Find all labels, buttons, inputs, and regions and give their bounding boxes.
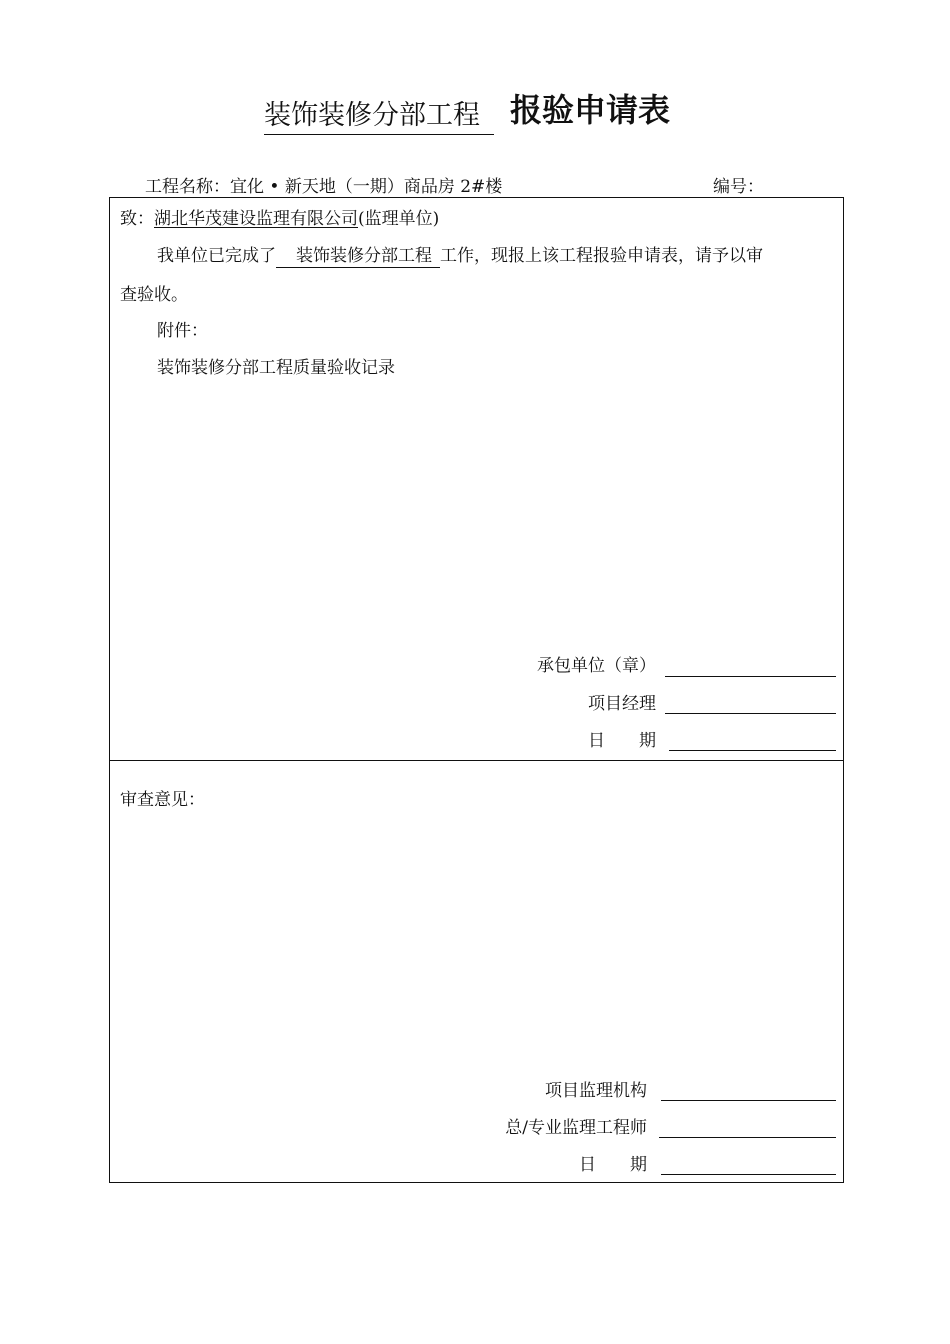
- date-line-upper: [669, 750, 836, 751]
- supervising-engineer-line: [659, 1137, 836, 1138]
- project-label: 工程名称：: [145, 177, 230, 197]
- body-line-1: [157, 245, 763, 268]
- body-after: 工作，现报上该工程报验申请表，请予以审: [440, 246, 763, 266]
- project-name-row: [145, 176, 502, 198]
- addressee-line: [120, 208, 439, 230]
- body-before: 我单位已完成了: [157, 246, 276, 266]
- supervisor-company: 湖北华茂建设监理有限公司: [154, 209, 358, 229]
- work-name-field: 装饰装修分部工程: [276, 245, 440, 268]
- title-prefix: 装饰装修分部工程: [264, 98, 494, 135]
- date-line-lower: [661, 1174, 836, 1175]
- body-line-2: 查验收。: [120, 285, 188, 305]
- supervising-engineer-label: 总/专业监理工程师: [505, 1118, 647, 1138]
- to-label: 致：: [120, 209, 154, 229]
- supervision-org-label: 项目监理机构: [545, 1081, 647, 1101]
- supervisor-suffix: (监理单位): [358, 209, 440, 229]
- date-label-lower: 日 期: [579, 1155, 647, 1175]
- project-name: 宜化 • 新天地（一期）商品房 2#楼: [230, 177, 503, 197]
- application-form: [109, 197, 844, 1183]
- page-title: 报验申请表: [510, 91, 671, 129]
- number-label: 编号：: [713, 177, 764, 197]
- attachments-label: 附件：: [157, 321, 208, 341]
- review-opinion-label: 审查意见：: [120, 790, 205, 810]
- date-label-upper: 日 期: [588, 731, 656, 751]
- supervision-org-line: [661, 1100, 836, 1101]
- contractor-seal-line: [665, 676, 836, 677]
- project-manager-label: 项目经理: [588, 694, 656, 714]
- contractor-seal-label: 承包单位（章）: [537, 656, 656, 676]
- section-divider: [110, 760, 843, 761]
- project-manager-line: [665, 713, 836, 714]
- attachment-item: 装饰装修分部工程质量验收记录: [157, 358, 395, 378]
